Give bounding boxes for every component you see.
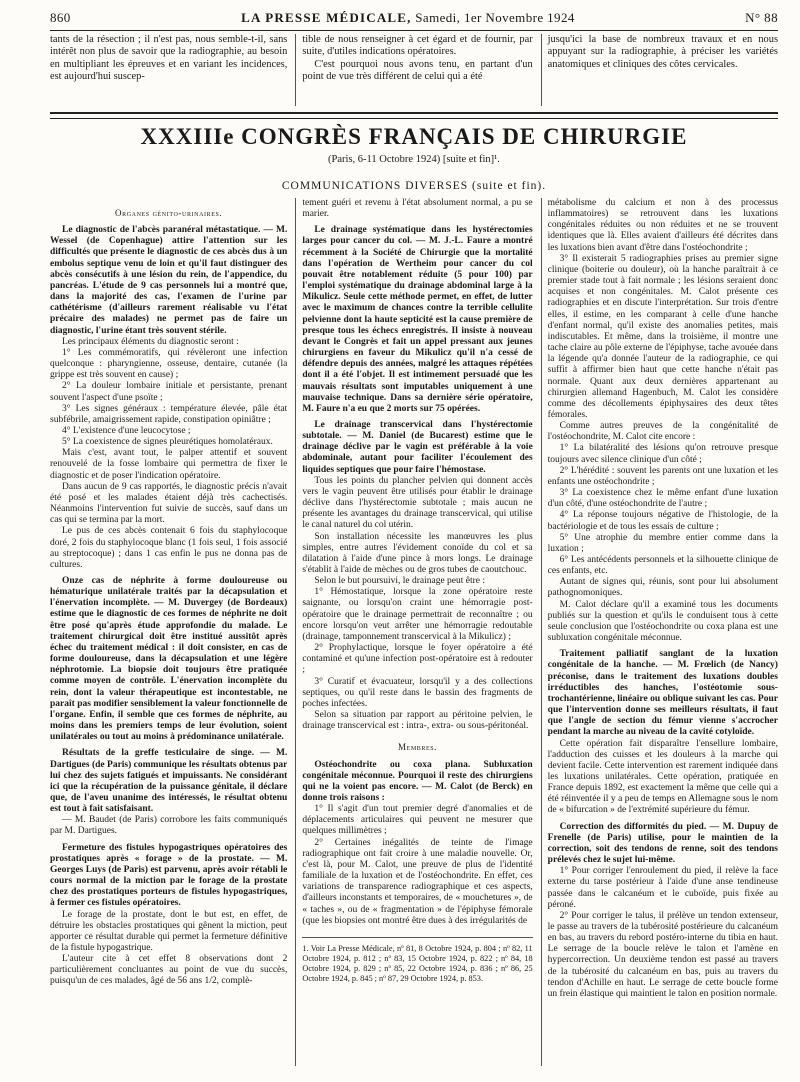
list-item: 2° Prophylactique, lorsque le foyer opératoire a été contaminé et qu'une infection post-opératoire est à redouter ; (302, 643, 533, 676)
continued-columns (50, 34, 778, 106)
section-rubric: Membres. (397, 742, 438, 753)
article-paragraph: Correction des difformités du pied. — M. Dupuy de Frenelle (de Paris) utilise, pour le maintien de la correction, soit des tendons de renne, soit des tendons prélevés chez le sujet lui-même. (547, 821, 778, 866)
continued-col-1 (50, 34, 287, 106)
article-paragraph: Le drainage systématique dans les hystérectomies larges pour cancer du col. — M. J.-L. Faure a montré récemment à la Société de Chirurgie que la mortalité dans l'opération de Wertheim pour cancer du col pouvait être notablement réduite (5 pour 100) par l'emploi systématique du drainage abdominal large à la Mikulicz. Seule cette méthode permet, en effet, de lutter avec le maximum de chances contre la terrible cellulite pelvienne dont la haute septicité est la cause première de presque tous les échecs enregistrés. Il insiste à nouveau devant le Congrès et fait un appel pressant aux jeunes chirurgiens en faveur du Mikulicz qu'il n'a cessé de défendre depuis des années, malgré les attaques répétées dont il a été l'objet. Il est intimement persuadé que les mauvais résultats sont imputables uniquement à une mauvaise technique. Dans sa dernière série opératoire, M. Faure n'a eu que 2 morts sur 75 opérées. (302, 225, 533, 414)
body-columns (50, 198, 778, 1066)
section-heading: COMMUNICATIONS DIVERSES (suite et fin). (281, 180, 547, 192)
page-number: 860 (50, 10, 71, 25)
continued-col-2 (295, 34, 532, 106)
article-title: XXXIIIe CONGRÈS FRANÇAIS DE CHIRURGIE (140, 124, 688, 149)
paragraph: M. Calot déclare qu'il a examiné tous les documents publiés sur la question et qu'ils le conduisent tous à cette seule conclusion que l'ostéochondrite ou coxa plana est une subluxation congénitale méconnue. (547, 599, 778, 644)
continued-text: C'est pourquoi nous avons tenu, en partant d'un point de vue très différent de celui qui a été (302, 58, 533, 83)
list-item: 3° Il existerait 5 radiographies prises au premier signe clinique (boiterie ou douleur), où la hanche paraîtrait à ce premier stade tout à fait normale ; les lésions seraient donc acquises et non congénitales. M. Calot présente ces radiographies et en discute l'interprétation. Sur trois d'entre elles, il estime, en les comparant à celle d'une hanche d'enfant normal, qu'il existe des anomalies petites, mais indiscutables. Et même, dans la troisième, il montre une tache claire au pôle externe de l'épiphyse, tache avouée dans la légende qu'a donnée l'auteur de la radiographie, ce qui suffit à affirmer bien haut que cette hanche n'était pas normale. Quant aux deux dernières appartenant au chirurgien allemand Hagenbuch, M. Calot les considère comme des décollements épiphysaires des deux têtes fémorales. (547, 253, 778, 420)
footnote: 1. Voir La Presse Médicale, nº 81, 8 Octobre 1924, p. 804 ; nº 82, 11 Octobre 1924, p. 812 ; nº 83, 15 Octobre 1924, p. 822 ; nº 84, 18 Octobre 1924, p. 829 ; nº 85, 22 Octobre 1924, p. 836 ; nº 86, 25 Octobre 1924, p. 845 ; nº 87, 29 Octobre 1924, p. 853. (302, 937, 532, 984)
issue-date: Samedi, 1er Novembre 1924 (415, 10, 575, 25)
continued-text: tants de la résection ; il n'est pas, nous semble-t-il, sans intérêt non plus de savoir que la radiographie, au besoin en multipliant les épreuves et en variant les incidences, est aujourd'hui suscep- (50, 34, 288, 83)
paragraph: Les principaux éléments du diagnostic seront : (62, 336, 239, 347)
paragraph: Selon le but poursuivi, le drainage peut être : (314, 576, 486, 587)
list-item: 4° L'existence d'une leucocytose ; (62, 425, 191, 436)
body-column (541, 198, 778, 1066)
paragraph: Dans aucun de 9 cas rapportés, le diagnostic précis n'avait été posé et les malades étaient déjà très cachectisés. Néanmoins l'intervention fut suivie de succès, sauf dans un cas qui se termina par la mort. (50, 481, 288, 526)
list-item: 3° La coexistence chez le même enfant d'une luxation d'un côté, d'une ostéochondrite de l'autre ; (547, 488, 778, 510)
list-item: 1° Pour corriger l'enroulement du pied, il relève la face externe du tarse postérieur à l'aide d'une anse tendineuse passée dans le calcanéum et le cuboïde, puis fixée au péroné. (547, 866, 778, 910)
article-paragraph: Fermeture des fistules hypogastriques opératoires des prostatiques après « forage » de la prostate. — M. Georges Luys (de Paris) est parvenu, après avoir rétabli le cours normal de la miction par le forage de la prostate chez des prostatiques porteurs de fistules hypogastriques, à fermer ces fistules opératoires. (50, 842, 288, 909)
list-item: 1° Les commémoratifs, qui révèleront une infection quelconque : pharyngienne, osseuse, dentaire, cutanée (la grippe est très souvent en cause) ; (50, 347, 288, 381)
article-paragraph: Le drainage transcervical dans l'hystérectomie subtotale. — M. Daniel (de Bucarest) estime que le drainage déclive par le vagin est préférable à la voie abdominale, autant pour faciliter l'écoulement des liquides septiques que pour faire l'hémostase. (302, 419, 533, 475)
article-subtitle: (Paris, 6-11 Octobre 1924) [suite et fin]¹. (328, 154, 500, 165)
list-item: 3° Curatif et évacuateur, lorsqu'il y a des collections septiques, ou qu'il reste dans le bassin des fragments de poches infectées. (302, 676, 533, 709)
list-item: 2° La douleur lombaire initiale et persistante, prenant souvent l'aspect d'une psoïte ; (50, 381, 288, 403)
running-head (50, 6, 778, 31)
continued-col-3 (541, 34, 778, 106)
list-item: 5° La coexistence de signes pleurétiques homolatéraux. (62, 437, 273, 448)
paragraph: Son installation nécessite les manœuvres les plus simples, entre autres l'évidement conoïde du col et sa dilatation à l'aide d'une pince à mors longs. Le drainage s'établit à l'aide de mèches ou de gros tubes de caoutchouc. (302, 531, 533, 575)
list-item: 1° Hémostatique, lorsque la zone opératoire reste saignante, ou lorsqu'on craint une hémorragie post-opératoire que le drainage permettrait de reconnaître ; ou encore lorsqu'on veut arrêter une hémorragie redoutable (drainage, tamponnement transcervical à la Mikulicz) ; (302, 587, 533, 642)
list-item: 2° Certaines inégalités de teinte de l'image radiographique ont fait croire à une maladie nouvelle. Or, c'est là, pour M. Calot, une preuve de plus de l'identité familiale de la luxation et de l'ostéochondrite. En effet, ces variations de transparence radiographique et ces aspects, d'ailleurs inconstants et temporaires, de « mouchetures », de « taches », ou de « fragmentation » de l'épiphyse fémorale (que les biopsies ont montré être dues à des irrégularités de (302, 837, 533, 926)
paragraph: tement guéri et revenu à l'état absolument normal, a pu se marier. (302, 198, 533, 220)
list-item: 1° La bilatéralité des lésions qu'on retrouve presque toujours avec silence clinique d'un côté ; (547, 443, 778, 465)
paragraph: Autant de signes qui, réunis, sont pour lui absolument pathognomoniques. (547, 577, 778, 599)
double-rule (50, 112, 778, 119)
article-paragraph: Ostéochondrite ou coxa plana. Subluxation congénitale méconnue. Pourquoi il reste des chirurgiens qui ne la voient pas encore. — M. Calot (de Berck) en donne trois raisons : (302, 759, 533, 803)
list-item: 5° Une atrophie du membre entier comme dans la luxation ; (547, 532, 778, 554)
list-item: 2° Pour corriger le talus, il prélève un tendon extenseur, le passe au travers de la tubérosité postérieure du calcanéum en bas, au travers du rebord postéro-interne du tibia en haut. Le serrage de la boucle relève le talon et l'amène en hypercorrection. Un deuxième tendon est passé au travers de la tubérosité du calcanéum en bas, puis au travers du tendon d'Achille en haut. Le serrage de cette boucle forme un frein élastique qui maintient le talon en position normale. (547, 910, 778, 999)
paragraph: Mais c'est, avant tout, le palper attentif et souvent renouvelé de la fosse lombaire qui permettra de fixer le diagnostic et de poser l'indication opératoire. (50, 448, 288, 481)
paragraph: Tous les points du plancher pelvien qui donnent accès vers le vagin peuvent être utilisés pour établir le drainage déclive dans l'hystérectomie subtotale ; mais aucun ne présente les avantages du drainage transcervical, qui utilise le canal naturel du col utérin. (302, 475, 533, 531)
article-paragraph: Résultats de la greffe testiculaire de singe. — M. Dartigues (de Paris) communique les résultats obtenus par lui chez des sujets fatigués et impuissants. Ne considérant ici que la récupération de la puissance génitale, il déclare que, de l'aveu unanime des intéressés, le résultat obtenu est tout à fait satisfaisant. (50, 748, 288, 815)
list-item: 3° Les signes généraux : température élevée, pâle état subfébrile, amaigrissement rapide, constipation opiniâtre ; (50, 403, 288, 425)
paragraph: Comme autres preuves de la congénitalité de l'ostéochondrite, M. Calot cite encore : (547, 421, 778, 443)
continued-text: tible de nous renseigner à cet égard et de fournir, par suite, d'utiles indications opératoires. (302, 34, 533, 58)
section-rubric: Organes génito-urinaires. (115, 208, 223, 218)
journal-title-line (241, 10, 575, 26)
paragraph: Le pus de ces abcès contenait 6 fois du staphylocoque doré, 2 fois du staphylocoque blanc (1 fois seul, 1 fois associé au streptocoque) ; dans 1 cas enfin le pus ne donna pas de cultures. (50, 526, 288, 570)
paragraph: Le forage de la prostate, dont le but est, en effet, de détruire les obstacles prostatiques qui gênent la miction, peut apporter ce résultat durable qui permet la fermeture définitive de la fistule hypogastrique. (50, 909, 288, 953)
journal-name: LA PRESSE MÉDICALE, (241, 10, 412, 25)
paragraph: Selon sa situation par rapport au péritoine pelvien, le drainage transcervical est : intra-, extra- ou sous-péritonéal. (302, 710, 533, 732)
paragraph: — M. Baudet (de Paris) corrobore les faits communiqués par M. Dartigues. (50, 815, 288, 837)
article-paragraph: Traitement palliatif sanglant de la luxation congénitale de la hanche. — M. Frœlich (de Nancy) préconise, dans le traitement des luxations doubles irréductibles des hanches, l'ostéotomie sous-trochantérienne, linéaire ou oblique suivant les cas. Pour que l'intervention donne ses meilleurs résultats, il faut que l'angle de section du fémur vienne s'accrocher pendant la marche au niveau de la cavité cotyloïde. (547, 649, 778, 738)
body-column (50, 198, 287, 1066)
article-paragraph: Le diagnostic de l'abcès paranéral métastatique. — M. Wessel (de Copenhague) attire l'attention sur les difficultés que présente le diagnostic de ces abcès dus à un embolus septique venu de loin et qu'il faut distinguer des abcès consécutifs à une lésion du rein, de l'appendice, du pancréas. L'étude de 9 cas personnels lui a montré que, dans la majorité des cas, l'examen de l'urine par cathétérisme (d'ailleurs rarement réalisable vu l'état précaire des malades) ne permet pas de faire un diagnostic, l'urine étant très souvent stérile. (50, 225, 288, 336)
paragraph: Cette opération fait disparaître l'ensellure lombaire, l'adduction des cuisses et les douleurs à la marche qui devient facile. Cette intervention est rarement indiquée dans les luxations unilatérales. Cette opération, pratiquée en France depuis 1892, est exactement la même que celle qui a été réinventée il y a peu de temps en Allemagne sous le nom de « bifurcation » de l'extrémité supérieure du fémur. (547, 738, 778, 816)
issue-number: N° 88 (745, 10, 778, 25)
paragraph: métabolisme du calcium et non à des processus inflammatoires) se retrouvent dans les luxations congénitales réduites ou non réduites et ne se trouvent identiques que là. Elles avaient d'ailleurs été décrites dans les luxations bien avant d'être dans l'ostéochondrite ; (547, 198, 778, 253)
list-item: 2° L'hérédité : souvent les parents ont une luxation et les enfants une ostéochondrite ; (547, 465, 778, 487)
body-column (295, 198, 532, 1066)
list-item: 1° Il s'agit d'un tout premier degré d'anomalies et de déplacements articulaires qui peuvent ne mesurer que quelques millimètres ; (302, 804, 533, 837)
list-item: 4° La réponse toujours négative de l'histologie, de la bactériologie et de tous les essais de culture ; (547, 510, 778, 532)
paragraph: L'auteur cite à cet effet 8 observations dont 2 particulièrement concluantes au point de vue du succès, puisqu'un de ces malades, âgé de 56 ans 1/2, complè- (50, 954, 288, 987)
continued-text: jusqu'ici la base de nombreux travaux et en nous appuyant sur la radiographie, à préciser les variétés anatomiques et cliniques des côtes cervicales. (547, 34, 778, 70)
article-paragraph: Onze cas de néphrite à forme douloureuse ou hématurique unilatérale traités par la décapsulation et l'énervation incomplète. — M. Duvergey (de Bordeaux) estime que le diagnostic de ces formes de néphrite ne doit être posé qu'après étude approfondie du malade. Le traitement chirurgical doit être institué aussitôt après échec du traitement médical : il doit consister, en cas de forme douloureuse, dans la décapsulation et une légère néphrotomie. La biopsie doit toujours être pratiquée comme moyen de contrôle. L'énervation incomplète du rein, dont la valeur thérapeutique est incontestable, ne paraît pas modifier sensiblement la valeur fonctionnelle de l'organe. Enfin, il semble que ces formes de néphrite, au moins dans les premiers temps de leur évolution, soient unilatérales ou tout au moins à prédominance unilatérale. (50, 576, 288, 743)
list-item: 6° Les antécédents personnels et la silhouette clinique de ces enfants, etc. (547, 555, 778, 577)
